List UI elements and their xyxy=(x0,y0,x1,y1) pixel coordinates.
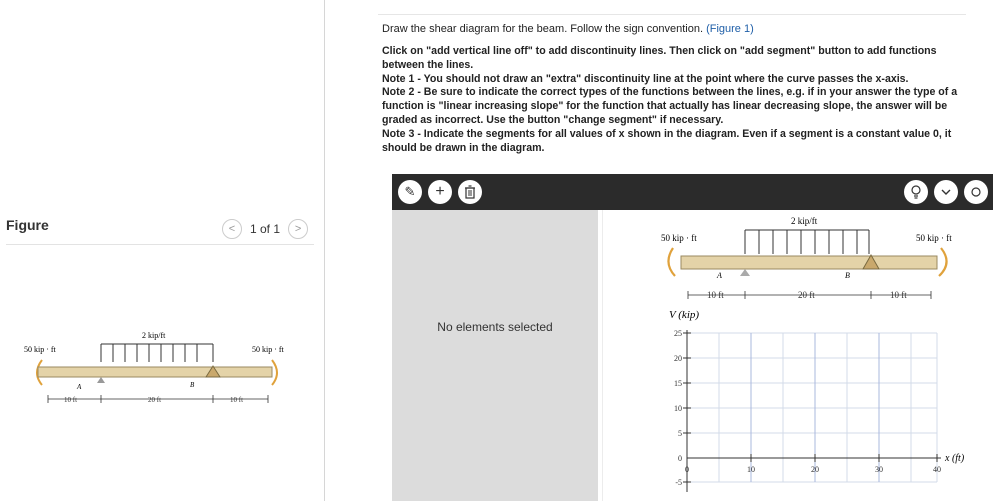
canvas-distributed-load-label: 2 kip/ft xyxy=(791,216,818,226)
figure-title: Figure xyxy=(6,217,49,233)
instructions xyxy=(382,45,972,155)
distributed-load-label: 2 kip/ft xyxy=(142,331,166,340)
canvas-moment-left-label: 50 kip · ft xyxy=(661,233,697,243)
y-tick: 25 xyxy=(674,329,682,338)
properties-panel xyxy=(392,210,598,501)
prompt-text: Draw the shear diagram for the beam. Follow the sign convention. xyxy=(382,23,703,35)
add-segment-button[interactable] xyxy=(428,180,452,204)
x-tick: 30 xyxy=(875,465,883,474)
add-segment-icon: + xyxy=(435,183,445,200)
support-a-icon xyxy=(97,377,105,383)
instruction-note-2: Note 2 - Be sure to indicate the correct types of the functions between the lines, e.g. if in your answer the type of a function is "linear increasing slope" for the function that actually has linear decreasing slope, the answer will be graded as incorrect. Use the button "change segment" if necessary. xyxy=(382,86,958,126)
x-axis-label: x (ft) xyxy=(945,453,965,464)
canvas-beam-body xyxy=(681,256,937,269)
canvas-dim-1-label: 10 ft xyxy=(707,290,724,300)
figure-divider xyxy=(6,244,314,245)
canvas-dim-3-label: 10 ft xyxy=(890,290,907,300)
prev-figure-button[interactable]: < xyxy=(222,219,242,239)
delete-icon xyxy=(464,185,476,199)
beam-figure-small xyxy=(20,325,290,410)
add-vertical-line-button[interactable] xyxy=(398,180,422,204)
x-tick: 40 xyxy=(933,465,941,474)
support-b-label: B xyxy=(190,381,195,389)
instruction-note-3: Note 3 - Indicate the segments for all values of x shown in the diagram. Even if a segment is a constant value 0, it should be drawn in the diagram. xyxy=(382,127,952,154)
question-prompt xyxy=(382,22,972,36)
hint-button[interactable] xyxy=(904,180,928,204)
y-tick: 0 xyxy=(678,454,682,463)
x-tick: 20 xyxy=(811,465,819,474)
more-button[interactable] xyxy=(964,180,988,204)
delete-button[interactable] xyxy=(458,180,482,204)
dim-3-label: 10 ft xyxy=(230,396,244,404)
dim-1-label: 10 ft xyxy=(64,396,78,404)
y-tick: 10 xyxy=(674,404,682,413)
graph-gridlines xyxy=(687,333,937,482)
x-tick: 0 xyxy=(685,465,689,474)
y-tick: 5 xyxy=(678,429,682,438)
canvas-moment-left-arrow-icon xyxy=(668,248,675,276)
support-a-label: A xyxy=(77,383,82,391)
y-tick: -5 xyxy=(675,478,682,487)
dropdown-button[interactable] xyxy=(934,180,958,204)
y-tick: 15 xyxy=(674,379,682,388)
question-divider xyxy=(378,14,966,15)
canvas-support-a-icon xyxy=(740,269,750,276)
moment-right-arrow-icon xyxy=(272,360,277,385)
moment-left-label: 50 kip · ft xyxy=(24,345,56,354)
canvas-moment-right-label: 50 kip · ft xyxy=(916,233,952,243)
canvas-moment-right-arrow-icon xyxy=(939,248,947,276)
instruction-main: Click on "add vertical line off" to add discontinuity lines. Then click on "add segment" button to add functions between the lines. xyxy=(382,45,937,71)
instruction-note-1: Note 1 - You should not draw an "extra" discontinuity line at the point where the curve passes the x-axis. xyxy=(382,72,909,85)
question-panel xyxy=(326,0,993,501)
chevron-down-icon xyxy=(941,188,951,196)
dim-2-label: 20 ft xyxy=(148,396,162,404)
graph-toolbar xyxy=(392,174,993,210)
add-vertical-line-icon: ✎ xyxy=(404,184,416,199)
figure-pager xyxy=(222,219,308,239)
figure-link[interactable]: (Figure 1) xyxy=(706,23,754,35)
figure-panel xyxy=(0,0,325,501)
y-tick: 20 xyxy=(674,354,682,363)
canvas-support-b-label: B xyxy=(845,271,850,280)
y-tick-labels xyxy=(674,329,682,487)
hint-icon xyxy=(910,185,922,199)
figure-page-count: 1 of 1 xyxy=(250,222,281,236)
graph-canvas[interactable] xyxy=(602,210,993,501)
y-axis-label: V (kip) xyxy=(669,309,700,321)
canvas-distributed-load-arrows-icon xyxy=(745,230,869,254)
next-figure-button[interactable]: > xyxy=(288,219,308,239)
more-icon xyxy=(971,187,981,197)
canvas-dim-2-label: 20 ft xyxy=(798,290,815,300)
canvas-support-a-label: A xyxy=(717,271,722,280)
moment-right-label: 50 kip · ft xyxy=(252,345,284,354)
graph-svg[interactable] xyxy=(603,210,993,501)
no-selection-message: No elements selected xyxy=(437,320,553,334)
x-tick-labels xyxy=(685,465,941,474)
distributed-load-arrows-icon xyxy=(101,344,213,362)
beam-body xyxy=(38,367,272,377)
x-tick: 10 xyxy=(747,465,755,474)
